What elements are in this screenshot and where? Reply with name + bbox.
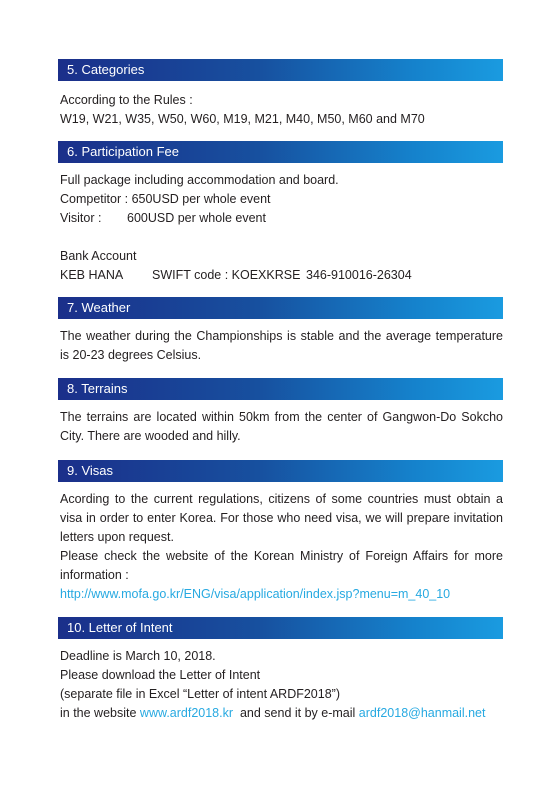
fee-competitor-value: 650USD per whole event xyxy=(131,192,271,206)
section-body-letter xyxy=(58,647,503,723)
section-letter-of-intent xyxy=(58,617,503,723)
section-header-weather: 7. Weather xyxy=(58,297,503,319)
section-participation-fee xyxy=(58,141,503,285)
terrains-text: The terrains are located within 50km from the center of Gangwon-Do Sokcho City. There are wooded and hilly. xyxy=(60,410,503,443)
email-link[interactable]: ardf2018@hanmail.net xyxy=(358,706,486,720)
letter-download: Please download the Letter of Intent xyxy=(60,668,261,682)
fee-package: Full package including accommodation and board. xyxy=(60,173,339,187)
section-visas xyxy=(58,460,503,604)
bank-name: KEB HANA xyxy=(60,268,124,282)
section-weather xyxy=(58,297,503,365)
section-header-letter: 10. Letter of Intent xyxy=(58,617,503,639)
section-categories xyxy=(58,59,503,129)
weather-text: The weather during the Championships is stable and the average temperature is 20-23 degrees Celsius. xyxy=(60,329,503,362)
account-number: 346-910016-26304 xyxy=(306,268,412,282)
section-header-visas: 9. Visas xyxy=(58,460,503,482)
section-body-weather xyxy=(58,327,503,365)
visas-regulations: Acording to the current regulations, citizens of some countries must obtain a visa in order to enter Korea. For those who need visa, we will prepare invitation letters upon request. xyxy=(60,492,503,544)
visas-ministry-info: Please check the website of the Korean Ministry of Foreign Affairs for more information : xyxy=(60,549,503,582)
fee-visitor-label: Visitor : xyxy=(60,211,102,225)
letter-website-prefix: in the website xyxy=(60,706,140,720)
fee-competitor-label: Competitor : xyxy=(60,192,132,206)
bank-account-title: Bank Account xyxy=(60,249,137,263)
letter-file-note: (separate file in Excel “Letter of intent ARDF2018”) xyxy=(60,687,340,701)
letter-deadline: Deadline is March 10, 2018. xyxy=(60,649,216,663)
bank-account-row xyxy=(60,266,503,285)
categories-list: W19, W21, W35, W50, W60, M19, M21, M40, M50, M60 and M70 xyxy=(60,112,425,126)
section-body-categories xyxy=(58,91,503,129)
section-body-fee xyxy=(58,171,503,285)
letter-email-prefix: and send it by e-mail xyxy=(233,706,359,720)
section-body-visas xyxy=(58,490,503,604)
mofa-visa-link[interactable]: http://www.mofa.go.kr/ENG/visa/application/index.jsp?menu=m_40_10 xyxy=(60,587,451,601)
section-header-terrains: 8. Terrains xyxy=(58,378,503,400)
fee-visitor-value: 600USD per whole event xyxy=(127,211,266,225)
fee-competitor xyxy=(60,190,503,209)
section-header-fee: 6. Participation Fee xyxy=(58,141,503,163)
categories-intro: According to the Rules : xyxy=(60,93,193,107)
swift-code: SWIFT code : KOEXKRSE xyxy=(152,268,301,282)
fee-visitor xyxy=(60,209,503,228)
section-body-terrains xyxy=(58,408,503,446)
letter-submit-line xyxy=(60,704,503,723)
section-header-categories: 5. Categories xyxy=(58,59,503,81)
section-terrains xyxy=(58,378,503,446)
website-link[interactable]: www.ardf2018.kr xyxy=(139,706,234,720)
